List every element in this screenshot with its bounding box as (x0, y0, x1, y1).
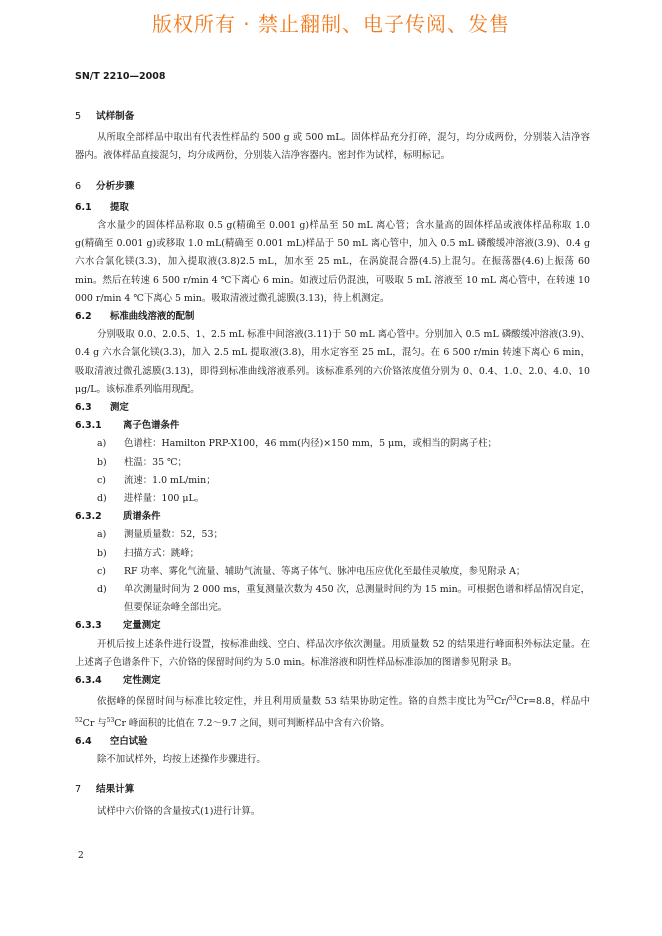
section-6-3-heading: 6.3 测定 (75, 402, 129, 414)
standard-number: SN/T 2210—2008 (75, 71, 166, 82)
section-6-4-paragraph: 除不加试样外，均按上述操作步骤进行。 (97, 754, 266, 766)
section-6-2-paragraph: 分别吸取 0.0、2.0.5、1、2.5 mL 标准中间溶液(3.11)于 50 mL 离心管中。分别加入 0.5 mL 磷酸缓冲溶液(3.9)、0.4 g 六水合氯化镁(3.3)，加入 2.5 mL 提取液(3.8)，用水定容至 25 mL，混匀。在 6 500 r/min 转速下离心 6 min，吸取清液过微孔滤膜(3.13)，即得到标准曲线溶液系列。该标准系列的六价铬浓度值分别为 0、0.4、1.0、2.0、4.0、10 μg/L。该标准系列临用现配。 (75, 329, 590, 395)
list-item: c) 流速：1.0 mL/min； (97, 474, 216, 486)
list-item: c) RF 功率、雾化气流量、辅助气流量、等离子体气、脉冲电压应优化至最佳灵敏度，参见附录 A； (97, 565, 526, 577)
section-6-2-heading: 6.2 标准曲线溶液的配制 (75, 311, 195, 323)
list-item: d) 进样量：100 μL。 (97, 493, 205, 505)
section-6-3-3-paragraph: 开机后按上述条件进行设置，按标准曲线、空白、样品次序依次测量。用质量数 52 的结果进行峰面积外标法定量。在上述离子色谱条件下，六价铬的保留时间约为 5.0 min。标准溶液和阴性样品标准添加的图谱参见附录 B。 (75, 638, 590, 668)
section-7-paragraph: 试样中六价铬的含量按式(1)进行计算。 (97, 805, 261, 817)
section-6-3-3-heading: 6.3.3 定量测定 (75, 620, 161, 632)
section-5-paragraph: 从所取全部样品中取出有代表性样品约 500 g 或 500 mL。固体样品充分打碎，混匀，均分成两份，分别装入洁净容器内。液体样品直接混匀，均分成两份，分别装入洁净容器内。密封作为试样，标明标记。 (75, 132, 590, 162)
list-item: b) 柱温：35 ℃； (97, 456, 187, 468)
section-6-3-1-heading: 6.3.1 离子色谱条件 (75, 420, 180, 432)
section-7-heading: 7 结果计算 (75, 784, 135, 796)
copyright-banner: 版权所有 · 禁止翻制、电子传阅、发售 (151, 12, 511, 36)
list-item: a) 测量质量数：52，53； (97, 529, 223, 541)
list-item: a) 色谱柱：Hamilton PRP-X100，46 mm(内径)×150 mm，5 μm，或相当的阴离子柱； (97, 438, 497, 450)
document-body (75, 108, 590, 821)
section-6-heading: 6 分析步骤 (75, 180, 135, 192)
section-6-3-4-heading: 6.3.4 定性测定 (75, 675, 161, 687)
section-6-3-4-paragraph: 依据峰的保留时间与标准比较定性，并且利用质量数 53 结果协助定性。铬的自然丰度比为$^{52}$Cr/$^{53}$Cr=8.8，样品中$^{52}$Cr 与$^{53}$Cr 峰面积的比值在 7.2～9.7 之间，则可判断样品中含有六价铬。 (75, 695, 590, 729)
section-6-4-heading: 6.4 空白试验 (75, 735, 148, 747)
section-6-3-2-heading: 6.3.2 质谱条件 (75, 511, 161, 523)
section-5-heading: 5 试样制备 (75, 111, 135, 122)
page-number: 2 (78, 851, 84, 861)
list-item: d) 单次测量时间为 2 000 ms，重复测量次数为 450 次，总测量时间约为 15 min。可根据色谱和样品情况自定，但要保证杂峰全部出完。 (97, 584, 590, 614)
section-6-1-paragraph: 含水量少的固体样品称取 0.5 g(精确至 0.001 g)样品至 50 mL 离心管；含水量高的固体样品或液体样品称取 1.0 g(精确至 0.001 g)或移取 1.0 mL(精确至 0.001 mL)样品于 50 mL 离心管中，加入 0.5 mL 磷酸缓冲溶液(3.9)、0.4 g 六水合氯化镁(3.3)，加入提取液(3.8)2.5 mL，加水至 25 mL，在涡旋混合器(4.5)上混匀。在振荡器(4.6)上振荡 60 min。然后在转速 6 500 r/min 4 ℃下离心 6 min。如液过后仍混浊，可吸取 5 mL 溶液至 10 mL 离心管中，在转速 10 000 r/min 4 ℃下离心 5 min。吸取清液过微孔滤膜(3.13)，待上机测定。 (75, 220, 590, 304)
section-6-1-heading: 6.1 提取 (75, 201, 129, 213)
list-item: b) 扫描方式：跳峰； (97, 547, 200, 559)
